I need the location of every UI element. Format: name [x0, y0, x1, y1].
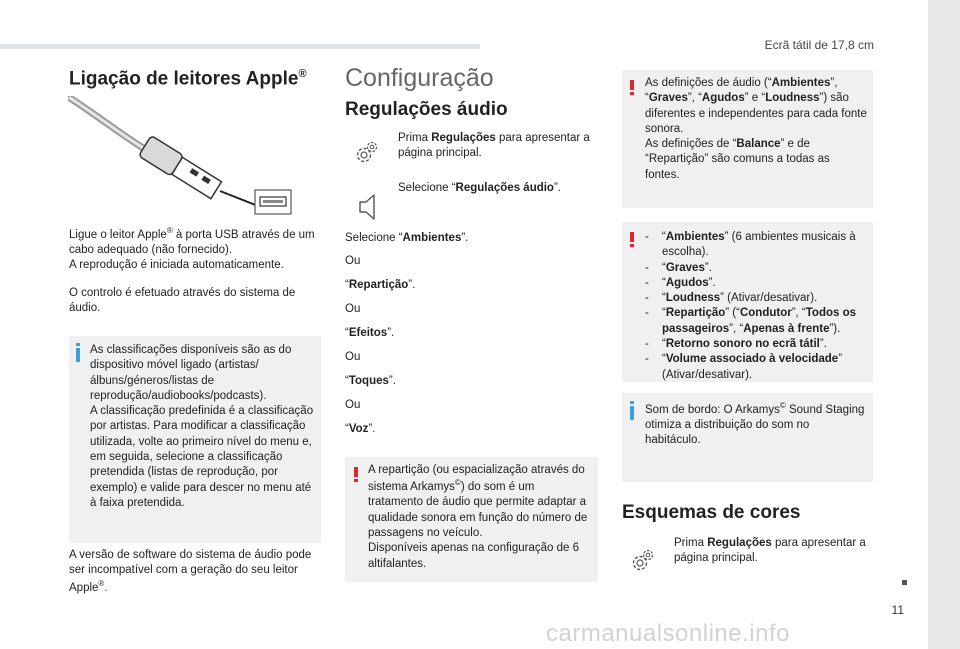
- continue-marker: [902, 580, 907, 585]
- list-item: - “Repartição” (“Condutor”, “Todos os passageiros”, “Apenas à frente”).: [645, 307, 857, 335]
- watermark: carmanualsonline.info: [546, 620, 790, 647]
- step-press-settings-colors: Prima Regulações para apresentar a página principal.: [674, 537, 866, 565]
- usb-cable-illustration: [68, 96, 298, 220]
- list-item: - “Volume associado à velocidade” (Ativar/desativar).: [645, 353, 843, 381]
- step-select-audio: Selecione “Regulações áudio”.: [398, 182, 561, 194]
- speaker-icon: [357, 192, 379, 222]
- color-schemes-title: Esquemas de cores: [622, 502, 801, 523]
- list-item: - “Agudos”.: [645, 276, 716, 289]
- or-label: Ou: [345, 399, 361, 411]
- apple-section-title: Ligação de leitores Apple®: [69, 68, 307, 90]
- or-label: Ou: [345, 303, 361, 315]
- arkamys-info: Som de bordo: O Arkamys© Sound Staging otimiza a distribuição do som no habitáculo.: [645, 401, 865, 447]
- info-marker-icon: [630, 401, 634, 420]
- info-marker-icon: [76, 343, 80, 362]
- apple-para-compat: A versão de software do sistema de áudio pode ser incompatível com a geração do seu leitor Apple®.: [69, 549, 312, 594]
- list-item: - “Graves”.: [645, 261, 712, 274]
- list-item: - “Retorno sonoro no ecrã tátil”.: [645, 337, 827, 350]
- settings-gear-icon: [353, 140, 379, 166]
- warning-marker-icon: [354, 467, 358, 482]
- classification-note: As classificações disponíveis são as do dispositivo móvel ligado (artistas/álbuns/géneros/listas de reprodução/audiobooks/podcasts). A classificação predefinida é a classificação por artistas. Para modificar a classificação utilizada, volte ao primeiro nível do menu e, em seguida, selecione a classificação pretendida (listas de reprodução, por exemplo) e valide para descer no menu até à faixa pretendida.: [90, 344, 314, 509]
- audio-settings-title: Regulações áudio: [345, 99, 508, 120]
- select-ambientes: Selecione “Ambientes”.: [345, 232, 469, 244]
- option-voz: “Voz”.: [345, 423, 376, 435]
- warning-marker-icon: [630, 80, 634, 95]
- audio-options-list: [645, 230, 870, 383]
- settings-gear-icon: [629, 548, 655, 574]
- option-toques: “Toques”.: [345, 375, 396, 387]
- or-label: Ou: [345, 351, 361, 363]
- list-item: - “Ambientes” (6 ambientes musicais à escolha).: [645, 231, 856, 259]
- option-reparticao: “Repartição”.: [345, 279, 416, 291]
- audio-definitions-warning: As definições de áudio (“Ambientes”, “Graves”, “Agudos” e “Loudness”) são diferentes e independentes para cada fonte sonora. As definições de “Balance” e de “Repartição” são comuns a todas as fontes.: [645, 77, 867, 181]
- top-rule: [0, 44, 480, 49]
- reparticao-warning: A repartição (ou espacialização através do sistema Arkamys©) do som é um tratamento de áudio que permite adaptar a qualidade sonora em função do número de passagens no veículo. Disponíveis apenas na configuração de 6 altifalantes.: [368, 464, 588, 570]
- page-number: 11: [891, 603, 904, 617]
- step-press-settings: Prima Regulações para apresentar a página principal.: [398, 132, 590, 160]
- option-efeitos: “Efeitos”.: [345, 327, 395, 339]
- or-label: Ou: [345, 255, 361, 267]
- list-item: - “Loudness” (Ativar/desativar).: [645, 292, 818, 305]
- apple-para-connect: Ligue o leitor Apple® à porta USB através de um cabo adequado (não fornecido). A reprodução é iniciada automaticamente.: [69, 226, 315, 272]
- page-edge-band: [928, 0, 960, 649]
- running-header: Ecrã tátil de 17,8 cm: [764, 38, 874, 52]
- configuracao-title: Configuração: [345, 64, 494, 92]
- warning-marker-icon: [630, 232, 634, 247]
- apple-para-control: O controlo é efetuado através do sistema de áudio.: [69, 287, 296, 315]
